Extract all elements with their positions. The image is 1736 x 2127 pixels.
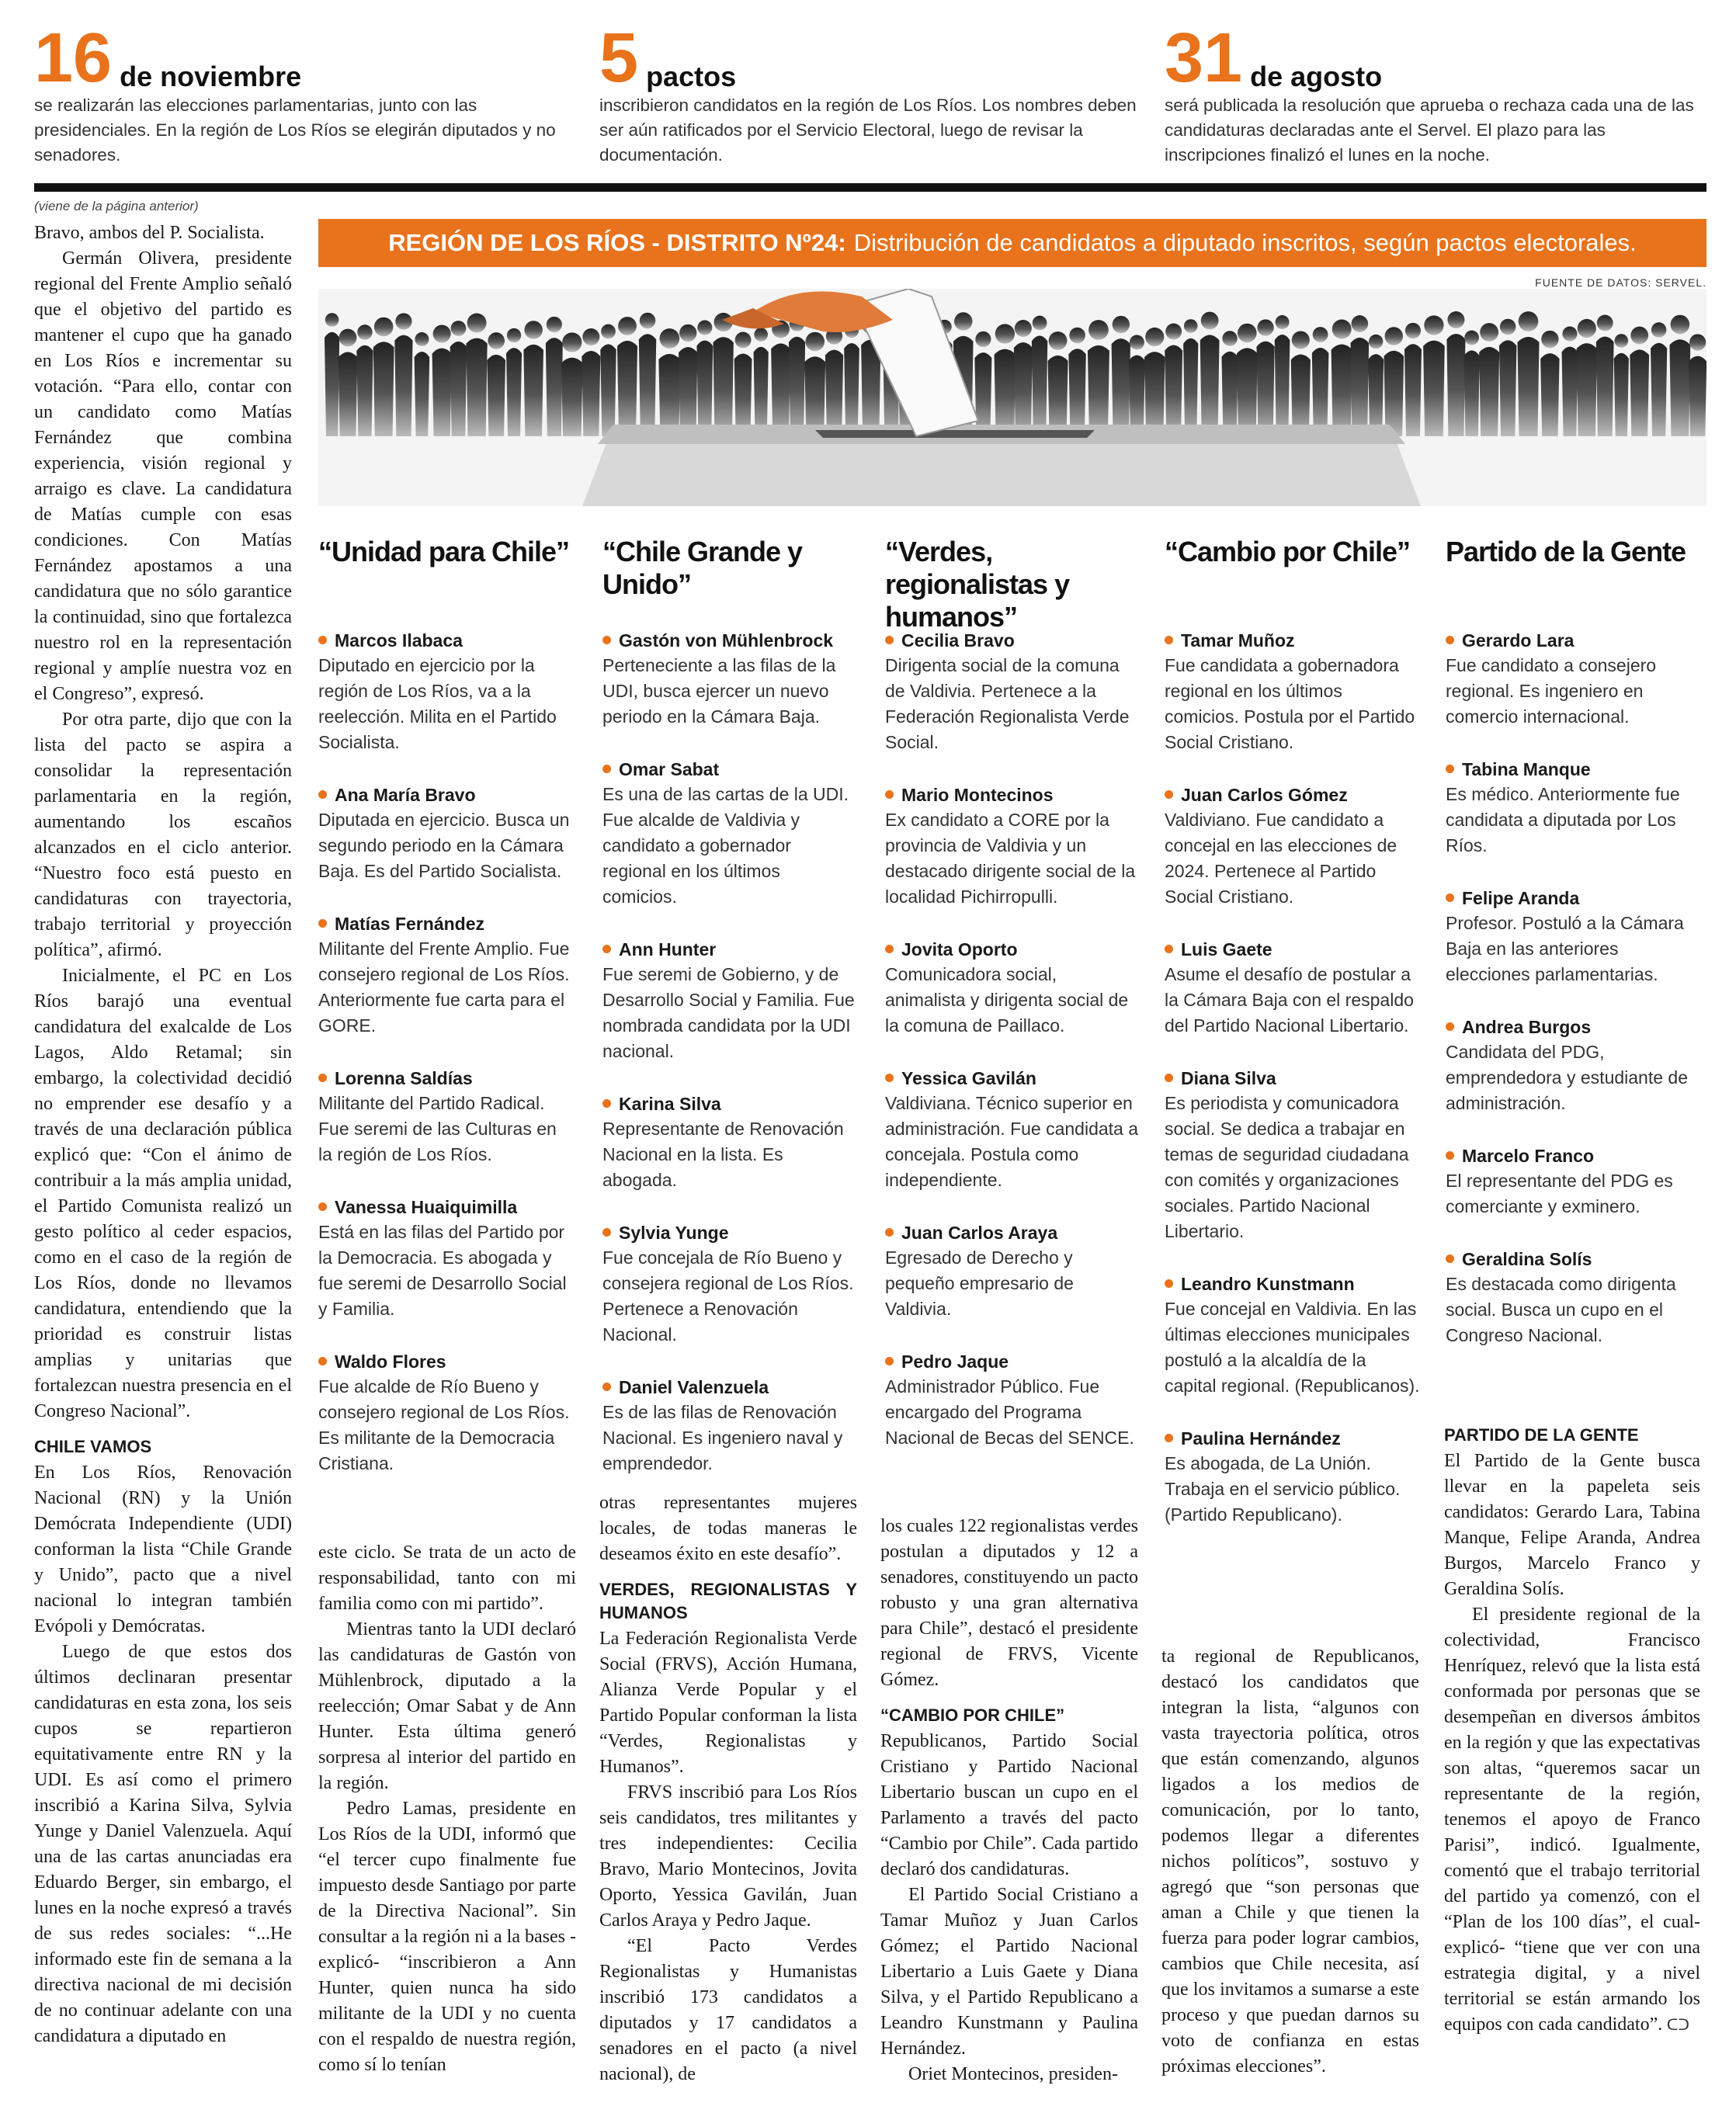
bullet-dot-icon [885, 636, 894, 644]
candidate-name-row [318, 912, 575, 936]
candidate-description: Administrador Público. Fue encargado del Programa Nacional de Becas del SENCE. [885, 1376, 1134, 1448]
candidate-name: Diana Silva [1181, 1068, 1276, 1088]
bullet-dot-icon [885, 1228, 894, 1237]
candidate-description: Es médico. Anteriormente fue candidata a diputada por Los Ríos. [1446, 784, 1680, 855]
bullet-dot-icon [602, 1228, 611, 1237]
candidate-entry [1165, 1272, 1421, 1399]
continuation-note: (viene de la página anterior) [34, 199, 199, 213]
candidate-name-row [1165, 783, 1421, 807]
pact-column [1165, 536, 1421, 1556]
candidate-entry [1165, 938, 1421, 1039]
candidate-name-row [1446, 887, 1702, 911]
candidate-description: Diputado en ejercicio por la región de Los Ríos, va a la reelección. Milita en el Partido Socialista. [318, 655, 557, 752]
candidate-name: Mario Montecinos [901, 785, 1054, 805]
candidate-entry [318, 1350, 575, 1476]
candidate-description: Fue concejal en Valdivia. En las últimas elecciones municipales postuló a la alcaldía de la capital regional. (Republicanos). [1165, 1299, 1420, 1396]
section-subheading: PARTIDO DE LA GENTE [1444, 1425, 1639, 1445]
candidate-entry [1165, 1067, 1421, 1244]
end-of-article-icon: ᑕᑐ [1662, 2017, 1689, 2034]
article-column-1 [34, 220, 292, 2049]
candidate-name-row [318, 1067, 575, 1091]
candidate-name: Gastón von Mühlenbrock [619, 630, 834, 651]
candidate-description: Fue alcalde de Río Bueno y consejero regional de Los Ríos. Es militante de la Democracia Cristiana. [318, 1376, 570, 1473]
candidate-name-row [318, 1350, 575, 1374]
stat-label: de noviembre [120, 61, 302, 92]
bullet-dot-icon [318, 1074, 327, 1082]
bullet-dot-icon [1165, 945, 1173, 953]
candidate-description: Está en las filas del Partido por la Democracia. Es abogada y fue seremi de Desarrollo Social y Familia. [318, 1222, 567, 1319]
article-paragraph: Por otra parte, dijo que con la lista del pacto se aspira a consolidar la representación parlamentaria en la región, aumentando los escaños alcanzados en el ciclo anterior. “Nuestro foco está puesto en candidaturas con trayectoria, trabajo territorial y proyección política”, afirmó. [34, 710, 292, 960]
candidate-entry [885, 1221, 1141, 1322]
bullet-dot-icon [1165, 636, 1173, 644]
candidate-name-row [1165, 938, 1421, 962]
candidate-description: Es abogada, de La Unión. Trabaja en el servicio público. (Partido Republicano). [1165, 1453, 1401, 1525]
candidate-name-row [885, 629, 1141, 653]
candidate-name-row [885, 938, 1141, 962]
candidate-name-row [1165, 629, 1421, 653]
section-subheading: “CAMBIO POR CHILE” [880, 1705, 1065, 1725]
candidate-name-row [1165, 1067, 1421, 1091]
section-subheading: CHILE VAMOS [34, 1437, 152, 1456]
article-column-5 [1161, 1644, 1419, 2080]
candidate-name: Tamar Muñoz [1181, 630, 1295, 651]
bullet-dot-icon [602, 636, 611, 644]
stat-label: de agosto [1250, 61, 1383, 92]
candidate-description: Representante de Renovación Nacional en la lista. Es abogada. [602, 1119, 844, 1190]
candidate-name-row [602, 938, 859, 962]
article-paragraph: ta regional de Republicanos, destacó los candidatos que integran la lista, “algunos con vasta trayectoria política, otros que están comenzando, algunos ligados a los medios de comunicación, por lo tanto, podemos llegar a diferentes nichos políticos”, sostuvo y agregó que “son personas que aman a Chile y que tienen la fuerza para poder lograr cambios, cambios que Chile necesita, así que los invitamos a sumarse a este proceso y que puedan darnos su voto de confianza en estas próximas elecciones”. [1161, 1646, 1419, 2077]
article-paragraph: Luego de que estos dos últimos declinaran presentar candidaturas en esta zona, los seis cupos se repartieron equitativamente entre RN y la UDI. Es así como el primero inscribió a Karina Silva, Sylvia Yunge y Daniel Valenzuela. Aquí una de las cartas anunciadas era Eduardo Berger, sin embargo, el lunes en la noche expresó a través de sus redes sociales: “...He informado este fin de semana a la directiva nacional de mi decisión de no continuar adelante con una candidatura a diputado en [34, 1642, 292, 2046]
candidate-entry [885, 1350, 1141, 1451]
candidate-name-row [1446, 1015, 1702, 1039]
bullet-dot-icon [885, 1357, 894, 1365]
candidate-name-row [318, 629, 575, 653]
bullet-dot-icon [318, 919, 327, 928]
article-column-4 [880, 1514, 1138, 2087]
candidate-description: Militante del Frente Amplio. Fue consejero regional de Los Ríos. Anteriormente fue carta para el GORE. [318, 939, 570, 1036]
candidate-name-row [885, 783, 1141, 807]
candidate-description: Fue seremi de Gobierno, y de Desarrollo Social y Familia. Fue nombrada candidata por la UDI nacional. [602, 964, 855, 1061]
article-paragraph: Bravo, ambos del P. Socialista. [34, 223, 265, 243]
article-paragraph: “El Pacto Verdes Regionalistas y Humanistas inscribió 173 candidatos a diputados y 17 candidatos a senadores en el pacto (a nivel nacional), de [599, 1936, 857, 2084]
stat-pacts [599, 19, 1158, 168]
candidate-entry [602, 1221, 859, 1348]
candidate-entry [318, 1195, 575, 1322]
candidate-name-row [602, 1376, 859, 1400]
pact-column [885, 536, 1141, 1479]
candidate-description: Diputada en ejercicio. Busca un segundo periodo en la Cámara Baja. Es del Partido Socialista. [318, 810, 570, 881]
candidate-entry [885, 938, 1141, 1039]
candidate-name: Ana María Bravo [335, 785, 476, 805]
candidate-description: Es una de las cartas de la UDI. Fue alcalde de Valdivia y candidato a gobernador regional en los últimos comicios. [602, 784, 849, 907]
candidate-name: Felipe Aranda [1462, 888, 1580, 908]
candidate-entry [1446, 1144, 1702, 1220]
candidate-name-row [602, 758, 859, 782]
bullet-dot-icon [602, 945, 611, 953]
candidate-description: Es destacada como dirigenta social. Busca un cupo en el Congreso Nacional. [1446, 1274, 1676, 1345]
candidate-name: Yessica Gavilán [901, 1068, 1036, 1088]
candidate-description: Dirigenta social de la comuna de Valdivia. Pertenece a la Federación Regionalista Verde Social. [885, 655, 1130, 752]
candidate-description: Ex candidato a CORE por la provincia de Valdivia y un destacado dirigente social de la localidad Pichirropulli. [885, 810, 1136, 907]
stat-number: 31 [1165, 19, 1243, 97]
banner-subtitle: Distribución de candidatos a diputado inscritos, según pactos electorales. [853, 229, 1637, 256]
stat-text: inscribieron candidatos en la región de Los Ríos. Los nombres deben ser aún ratificados por el Servicio Electoral, luego de revisar la documentación. [599, 95, 1137, 165]
candidate-name: Gerardo Lara [1462, 630, 1575, 651]
pact-heading: “Unidad para Chile” [318, 536, 570, 567]
pact-heading: “Cambio por Chile” [1165, 536, 1411, 567]
candidate-name-row [602, 1221, 859, 1245]
bullet-dot-icon [1446, 765, 1454, 773]
candidate-name: Marcelo Franco [1462, 1146, 1594, 1166]
pact-column [1446, 536, 1702, 1376]
bullet-dot-icon [885, 945, 894, 953]
candidate-name-row [1446, 1144, 1702, 1168]
candidate-name: Daniel Valenzuela [619, 1377, 769, 1397]
candidate-name: Pedro Jaque [901, 1351, 1009, 1372]
section-subheading: VERDES, REGIONALISTAS Y HUMANOS [599, 1580, 857, 1622]
data-source: FUENTE DE DATOS: SERVEL. [1535, 276, 1706, 289]
article-paragraph: En Los Ríos, Renovación Nacional (RN) y la Unión Demócrata Independiente (UDI) conforman la lista “Chile Grande y Unido”, pacto que a nivel nacional lo integran también Evópoli y Demócratas. [34, 1463, 292, 1636]
candidate-name: Cecilia Bravo [901, 630, 1015, 651]
banner-title: REGIÓN DE LOS RÍOS - DISTRITO Nº24: [388, 229, 846, 256]
candidate-name-row [1446, 1247, 1702, 1272]
candidate-description: Fue candidato a consejero regional. Es ingeniero en comercio internacional. [1446, 655, 1657, 727]
candidate-entry [318, 629, 575, 755]
stats-header [34, 19, 1711, 171]
divider-bar [34, 183, 1706, 192]
candidate-entry [1165, 629, 1421, 755]
candidate-entry [1446, 758, 1702, 859]
candidate-description: Valdiviano. Fue candidato a concejal en las elecciones de 2024. Pertenece al Partido Social Cristiano. [1165, 810, 1397, 907]
candidate-description: Militante del Partido Radical. Fue seremi de las Culturas en la región de Los Ríos. [318, 1093, 557, 1164]
candidate-name: Sylvia Yunge [619, 1223, 729, 1243]
article-paragraph: Pedro Lamas, presidente en Los Ríos de la UDI, informó que “el tercer cupo finalmente fue impuesto desde Santiago por parte de la Directiva Nacional”. Sin consultar a la región ni a la bases -explicó- “inscribieron a Ann Hunter, quien nunca ha sido militante de la UDI y no cuenta con el respaldo de nuestra región, como sí lo tenían [318, 1799, 576, 2075]
candidate-entry [1165, 783, 1421, 910]
candidate-entry [602, 629, 859, 730]
bullet-dot-icon [318, 1357, 327, 1365]
candidate-name-row [1446, 758, 1702, 782]
candidate-entry [318, 912, 575, 1039]
stat-elections-date [34, 19, 593, 168]
article-column-3 [599, 1490, 857, 2087]
article-paragraph: Germán Olivera, presidente regional del Frente Amplio señaló que el objetivo del partido es mantener el cupo que ha ganado en Los Ríos e incrementar su votación. “Para ello, contar con un candidato como Matías Fernández que combina experiencia, visión regional y arraigo es clave. La candidatura de Matías cumple con esas condiciones. Con Matías Fernández apostamos a una candidatura que no sólo garantice la continuidad, sino que fortalezca nuestro rol en la representación regional y amplíe nuestra voz en el Congreso”, expresó. [34, 248, 292, 704]
candidate-entry [602, 758, 859, 910]
candidate-name: Juan Carlos Gómez [1181, 785, 1348, 805]
candidate-name: Waldo Flores [335, 1351, 446, 1372]
article-paragraph: La Federación Regionalista Verde Social (FRVS), Acción Humana, Alianza Verde Popular y el Partido Popular conforman la lista “Verdes, Regionalistas y Humanos”. [599, 1629, 857, 1777]
candidate-entry [318, 1067, 575, 1168]
candidate-name-row [602, 629, 859, 653]
candidate-description: Valdiviana. Técnico superior en administración. Fue candidata a concejala. Postula como independiente. [885, 1093, 1139, 1190]
candidate-description: El representante del PDG es comerciante y exminero. [1446, 1171, 1673, 1216]
candidate-name: Geraldina Solís [1462, 1249, 1592, 1269]
candidate-description: Fue concejala de Río Bueno y consejera regional de Los Ríos. Pertenece a Renovación Nacional. [602, 1247, 854, 1345]
voting-crowd-illustration [318, 289, 1706, 506]
bullet-dot-icon [1446, 1254, 1454, 1263]
candidate-entry [1446, 887, 1702, 987]
candidate-description: Perteneciente a las filas de la UDI, busca ejercer un nuevo periodo en la Cámara Baja. [602, 655, 836, 727]
candidate-name: Matías Fernández [335, 914, 484, 934]
stat-resolution-date [1165, 19, 1711, 168]
bullet-dot-icon [1165, 790, 1173, 799]
candidate-name: Omar Sabat [619, 759, 720, 779]
article-column-2 [318, 1540, 576, 2078]
bullet-dot-icon [1165, 1279, 1173, 1288]
candidate-description: Es periodista y comunicadora social. Se dedica a trabajar en temas de seguridad ciudadana con comités y organizaciones sociales. Partido Nacional Libertario. [1165, 1093, 1409, 1241]
candidate-entry [885, 1067, 1141, 1193]
candidate-description: Comunicadora social, animalista y dirigenta social de la comuna de Paillaco. [885, 964, 1129, 1036]
article-paragraph: FRVS inscribió para Los Ríos seis candidatos, tres militantes y tres independientes: Cecilia Bravo, Mario Montecinos, Jovita Oporto, Yessica Gavilán, Juan Carlos Araya y Pedro Jaque. [599, 1782, 857, 1931]
bullet-dot-icon [1446, 893, 1454, 902]
article-paragraph: Mientras tanto la UDI declaró las candidaturas de Gastón von Mühlenbrock, diputado a la reelección; Omar Sabat y de Ann Hunter. Esta última generó sorpresa al interior del partido en la región. [318, 1619, 576, 1793]
candidate-name: Luis Gaete [1181, 939, 1272, 959]
article-paragraph: Republicanos, Partido Social Cristiano y Partido Nacional Libertario buscan un cupo en el Parlamento a través del pacto “Cambio por Chile”. Cada partido declaró dos candidaturas. [880, 1731, 1138, 1879]
candidate-name-row [602, 1092, 859, 1116]
candidate-name-row [885, 1067, 1141, 1091]
article-paragraph: El Partido de la Gente busca llevar en la papeleta seis candidatos: Gerardo Lara, Tabina Manque, Felipe Aranda, Andrea Burgos, Marcelo Franco y Geraldina Solís. [1444, 1451, 1700, 1599]
pact-column [602, 536, 859, 1504]
candidate-name-row [885, 1221, 1141, 1245]
candidate-entry [885, 783, 1141, 910]
stat-number: 16 [34, 19, 113, 97]
bullet-dot-icon [1446, 1151, 1454, 1160]
candidate-name-row [885, 1350, 1141, 1374]
candidate-name: Ann Hunter [619, 939, 717, 959]
candidate-name: Andrea Burgos [1462, 1017, 1592, 1037]
stat-text: se realizarán las elecciones parlamentarias, junto con las presidenciales. En la región de Los Ríos se elegirán diputados y no senadores. [34, 95, 556, 165]
stat-text: será publicada la resolución que aprueba o rechaza cada una de las candidaturas declaradas ante el Servel. El plazo para las inscripciones finalizó el lunes en la noche. [1165, 95, 1694, 165]
candidate-name: Paulina Hernández [1181, 1428, 1341, 1449]
candidate-entry [1446, 629, 1702, 730]
candidate-description: Profesor. Postuló a la Cámara Baja en las anteriores elecciones parlamentarias. [1446, 913, 1684, 984]
bullet-dot-icon [1446, 636, 1454, 644]
candidate-entry [602, 1092, 859, 1193]
candidate-entry [318, 783, 575, 884]
candidate-name-row [318, 783, 575, 807]
bullet-dot-icon [318, 1202, 327, 1211]
candidate-description: Fue candidata a gobernadora regional en los últimos comicios. Postula por el Partido Social Cristiano. [1165, 655, 1415, 752]
candidate-entry [1446, 1247, 1702, 1348]
pact-column [318, 536, 575, 1504]
pact-heading: “Chile Grande y Unido” [602, 536, 803, 600]
candidate-name: Jovita Oporto [901, 939, 1018, 959]
bullet-dot-icon [1165, 1074, 1173, 1082]
bullet-dot-icon [318, 636, 327, 644]
candidate-name: Vanessa Huaiquimilla [335, 1197, 518, 1217]
stat-label: pactos [646, 61, 737, 92]
article-paragraph: otras representantes mujeres locales, de todas maneras le deseamos éxito en este desafío”. [599, 1493, 857, 1564]
candidate-entry [602, 1376, 859, 1476]
article-column-6 [1444, 1413, 1700, 2039]
candidate-name: Karina Silva [619, 1094, 721, 1114]
candidate-description: Candidata del PDG, emprendedora y estudiante de administración. [1446, 1042, 1688, 1113]
candidate-name: Leandro Kunstmann [1181, 1274, 1355, 1294]
candidate-name-row [1446, 629, 1702, 653]
candidate-name-row [1165, 1427, 1421, 1451]
candidate-entry [885, 629, 1141, 755]
bullet-dot-icon [602, 765, 611, 773]
bullet-dot-icon [1165, 1434, 1173, 1442]
candidate-entry [602, 938, 859, 1064]
article-paragraph: El Partido Social Cristiano a Tamar Muñoz y Juan Carlos Gómez; el Partido Nacional Libertario a Luis Gaete y Diana Silva, y el Partido Republicano a Leandro Kunstmann y Paulina Hernández. [880, 1885, 1138, 2059]
candidate-description: Asume el desafío de postular a la Cámara Baja con el respaldo del Partido Nacional Libertario. [1165, 964, 1414, 1036]
candidate-entry [1446, 1015, 1702, 1116]
candidate-description: Es de las filas de Renovación Nacional. Es ingeniero naval y emprendedor. [602, 1402, 843, 1473]
article-paragraph: los cuales 122 regionalistas verdes postulan a diputados y 12 a senadores, constituyendo un pacto robusto y una gran alternativa para Chile”, destacó el presidente regional de FRVS, Vicente Gómez. [880, 1516, 1138, 1690]
bullet-dot-icon [885, 790, 894, 799]
stat-number: 5 [599, 19, 639, 97]
bullet-dot-icon [318, 790, 327, 799]
candidate-entry [1165, 1427, 1421, 1528]
article-paragraph: El presidente regional de la colectividad, Francisco Henríquez, relevó que la lista está conformada por personas que se desempeñan en diversos ámbitos en la región y que las expectativas son altas, “queremos sacar un representante de la región, tenemos el apoyo de Franco Parisi”, indicó. Igualmente, comentó que el trabajo territorial del partido ya comenzó, con el “Plan de los 100 días”, el cual-explicó- “tiene que ver con una estrategia digital, y a nivel territorial se están armando los equipos con cada candidato”. ᑕᑐ [1444, 1605, 1700, 2035]
candidate-name-row [1165, 1272, 1421, 1296]
bullet-dot-icon [602, 1099, 611, 1108]
candidate-name: Marcos Ilabaca [335, 630, 463, 651]
bullet-dot-icon [885, 1074, 894, 1082]
infographic-banner [318, 219, 1706, 267]
candidate-description: Egresado de Derecho y pequeño empresario de Valdivia. [885, 1247, 1074, 1319]
candidate-name: Lorenna Saldías [335, 1068, 473, 1088]
article-paragraph: Oriet Montecinos, presiden- [908, 2064, 1118, 2084]
pact-heading: “Verdes, regionalistas y humanos” [885, 536, 1070, 633]
candidate-name: Tabina Manque [1462, 759, 1591, 779]
article-paragraph: Inicialmente, el PC en Los Ríos barajó una eventual candidatura del exalcalde de Los Lagos, Aldo Retamal; sin embargo, la colectividad decidió no emprender ese desafío y a través de una declaración pública explicó que: “Con el ánimo de contribuir a la más amplia unidad, el Partido Comunista realizó un gesto político al ceder espacios, como en el caso de la región de Los Ríos, donde no llevamos candidatura, entendiendo que la prioridad es construir listas amplias y unitarias que fortalezcan nuestra presencia en el Congreso Nacional”. [34, 966, 292, 1421]
bullet-dot-icon [1446, 1022, 1454, 1031]
bullet-dot-icon [602, 1383, 611, 1391]
pact-heading: Partido de la Gente [1446, 536, 1686, 567]
article-paragraph: este ciclo. Se trata de un acto de responsabilidad, tanto con mi familia como con mi partido”. [318, 1542, 576, 1614]
candidate-name-row [318, 1195, 575, 1220]
candidate-name: Juan Carlos Araya [901, 1223, 1058, 1243]
